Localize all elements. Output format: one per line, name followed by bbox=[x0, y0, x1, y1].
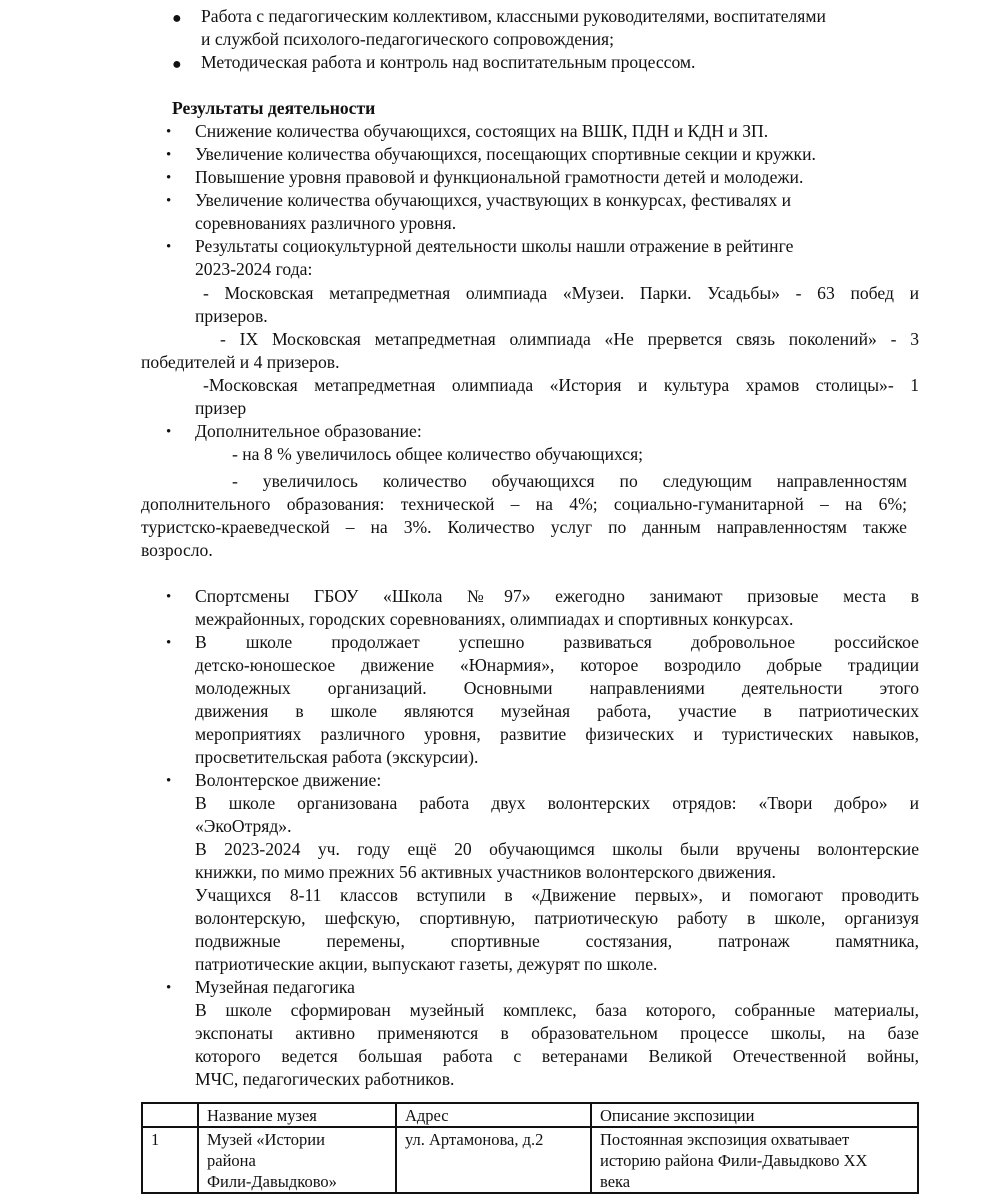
olympiad-1-line-1: - Московская метапредметная олимпиада «Музеи. Парки. Усадьбы» - 63 побед и bbox=[203, 283, 919, 303]
olympiad-2-line-2: победителей и 4 призеров. bbox=[141, 352, 340, 372]
yunarmiya-line-3: молодежных организаций. Основными направлениями деятельности этого bbox=[195, 678, 919, 698]
result-item-3: Повышение уровня правовой и функциональной грамотности детей и молодежи. bbox=[195, 167, 804, 187]
volunteer-3-line-3: подвижные перемены, спортивные состязания, патронаж памятника, bbox=[195, 931, 919, 951]
list-bullet: • bbox=[166, 589, 172, 605]
volunteer-1-line-1: В школе организована работа двух волонтерских отрядов: «Твори добро» и bbox=[195, 793, 919, 813]
museum-name-line: района bbox=[207, 1151, 256, 1170]
volunteer-title: Волонтерское движение: bbox=[195, 770, 382, 790]
description-line: историю района Фили-Давыдково XX bbox=[600, 1151, 868, 1170]
museum-line-3: которого ведется большая работа с ветеранами Великой Отечественной войны, bbox=[195, 1046, 919, 1066]
header-cell-number bbox=[142, 1103, 198, 1127]
olympiad-1-line-2: призеров. bbox=[195, 306, 268, 326]
list-bullet: ● bbox=[172, 56, 182, 73]
dop-education-line-4: туристско-краеведческой – на 3%. Количество услуг по данным направленностям также bbox=[141, 517, 907, 537]
results-heading: Результаты деятельности bbox=[172, 98, 376, 118]
table-header-row bbox=[142, 1103, 918, 1127]
yunarmiya-line-1: В школе продолжает успешно развиваться добровольное российское bbox=[195, 632, 919, 652]
cell-description bbox=[591, 1127, 918, 1193]
dop-education-line-3: дополнительного образования: технической – на 4%; социально-гуманитарной – на 6%; bbox=[141, 494, 907, 514]
intro-item-1-line-2: и службой психолого-педагогического сопровождения; bbox=[201, 29, 614, 49]
volunteer-2-line-2: книжки, по мимо прежних 56 активных участников волонтерского движения. bbox=[195, 862, 776, 882]
olympiad-2-line-1: - IX Московская метапредметная олимпиада «Не прервется связь поколений» - 3 bbox=[220, 329, 919, 349]
olympiad-3-line-1: -Московская метапредметная олимпиада «История и культура храмов столицы»- 1 bbox=[203, 375, 919, 395]
yunarmiya-line-6: просветительская работа (экскурсии). bbox=[195, 747, 479, 767]
result-item-4-line-2: соревнованиях различного уровня. bbox=[195, 213, 457, 233]
cell-museum-name bbox=[198, 1127, 396, 1193]
list-bullet: • bbox=[166, 773, 172, 789]
dop-education-line-5: возросло. bbox=[141, 540, 213, 560]
list-bullet: • bbox=[166, 635, 172, 651]
list-bullet: • bbox=[166, 980, 172, 996]
museum-line-1: В школе сформирован музейный комплекс, база которого, собранные материалы, bbox=[195, 1000, 919, 1020]
list-bullet: • bbox=[166, 424, 172, 440]
header-cell-name: Название музея bbox=[198, 1103, 396, 1127]
header-cell-description: Описание экспозиции bbox=[591, 1103, 918, 1127]
list-bullet: • bbox=[166, 193, 172, 209]
description-line: века bbox=[600, 1172, 631, 1191]
result-item-4-line-1: Увеличение количества обучающихся, участвующих в конкурсах, фестивалях и bbox=[195, 190, 792, 210]
museum-line-4: МЧС, педагогических работников. bbox=[195, 1069, 455, 1089]
list-bullet: ● bbox=[172, 10, 182, 27]
yunarmiya-line-4: движения в школе являются музейная работа, участие в патриотических bbox=[195, 701, 919, 721]
result-item-2: Увеличение количества обучающихся, посещающих спортивные секции и кружки. bbox=[195, 144, 816, 164]
museum-name-line: Фили-Давыдково» bbox=[207, 1172, 337, 1191]
list-bullet: • bbox=[166, 147, 172, 163]
description-line: Постоянная экспозиция охватывает bbox=[600, 1130, 850, 1149]
header-cell-address: Адрес bbox=[396, 1103, 591, 1127]
volunteer-1-line-2: «ЭкоОтряд». bbox=[195, 816, 292, 836]
museum-line-2: экспонаты активно применяются в образовательном процессе школы, на базе bbox=[195, 1023, 919, 1043]
sport-line-2: межрайонных, городских соревнованиях, олимпиадах и спортивных конкурсах. bbox=[195, 609, 794, 629]
museum-name-line: Музей «Истории bbox=[207, 1130, 325, 1149]
result-item-6: Дополнительное образование: bbox=[195, 421, 422, 441]
museum-table bbox=[141, 1102, 919, 1194]
dop-education-line-2: - увеличилось количество обучающихся по следующим направленностям bbox=[232, 471, 907, 491]
yunarmiya-line-5: мероприятиях различного уровня, развитие физических и туристических навыков, bbox=[195, 724, 919, 744]
museum-title: Музейная педагогика bbox=[195, 977, 355, 997]
volunteer-2-line-1: В 2023-2024 уч. году ещё 20 обучающимся школы были вручены волонтерские bbox=[195, 839, 919, 859]
olympiad-3-line-2: призер bbox=[195, 398, 247, 418]
table-row bbox=[142, 1127, 918, 1193]
list-bullet: • bbox=[166, 124, 172, 140]
cell-number: 1 bbox=[142, 1127, 198, 1193]
intro-item-2: Методическая работа и контроль над воспитательным процессом. bbox=[201, 52, 696, 72]
volunteer-3-line-4: патриотические акции, выпускают газеты, дежурят по школе. bbox=[195, 954, 658, 974]
intro-item-1-line-1: Работа с педагогическим коллективом, классными руководителями, воспитателями bbox=[201, 6, 826, 26]
result-item-1: Снижение количества обучающихся, состоящих на ВШК, ПДН и КДН и ЗП. bbox=[195, 121, 769, 141]
sport-line-1: Спортсмены ГБОУ «Школа №97» ежегодно занимают призовые места в bbox=[195, 586, 919, 606]
yunarmiya-line-2: детско-юношеское движение «Юнармия», которое возродило добрые традиции bbox=[195, 655, 919, 675]
volunteer-3-line-1: Учащихся 8-11 классов вступили в «Движение первых», и помогают проводить bbox=[195, 885, 919, 905]
result-item-5-line-2: 2023-2024 года: bbox=[195, 259, 313, 279]
result-item-5-line-1: Результаты социокультурной деятельности школы нашли отражение в рейтинге bbox=[195, 236, 794, 256]
cell-address: ул. Артамонова, д.2 bbox=[396, 1127, 591, 1193]
dop-education-line-1: - на 8 % увеличилось общее количество обучающихся; bbox=[232, 444, 644, 464]
list-bullet: • bbox=[166, 170, 172, 186]
volunteer-3-line-2: волонтерскую, шефскую, спортивную, патриотическую работу в школе, организуя bbox=[195, 908, 919, 928]
list-bullet: • bbox=[166, 239, 172, 255]
